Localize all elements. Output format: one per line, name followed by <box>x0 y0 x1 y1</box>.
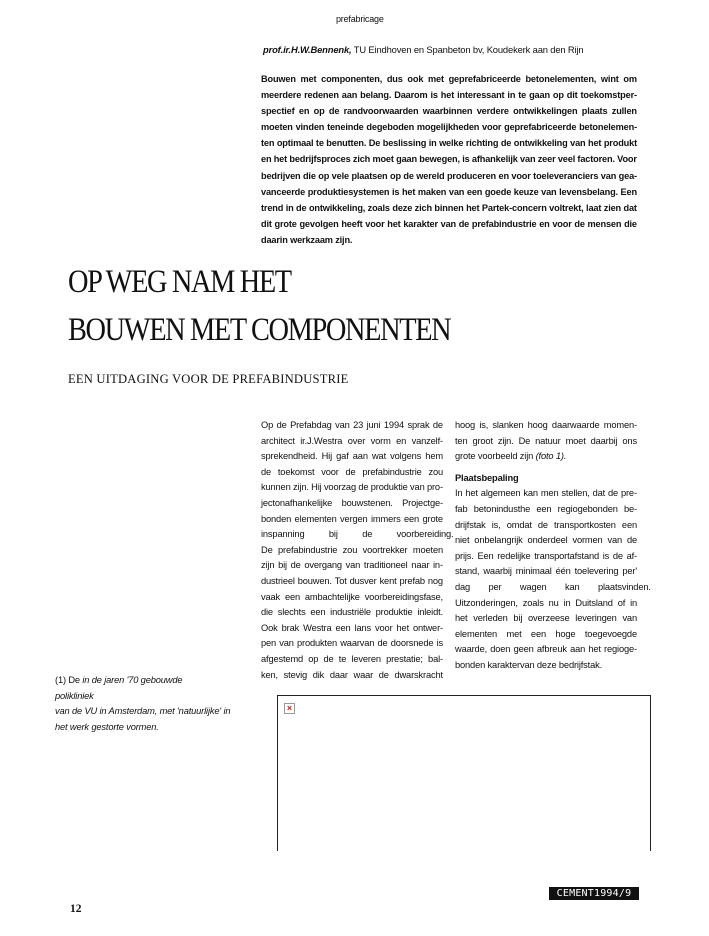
body-line: Op de Prefabdag van 23 juni 1994 sprak de <box>261 420 443 430</box>
byline <box>263 44 583 55</box>
body-text: grote voorbeeld zijn <box>455 451 536 462</box>
body-line: die slechts een industriële produktie inleidt. <box>261 607 443 618</box>
article-title <box>68 258 584 354</box>
photo-reference: (foto 1). <box>535 451 567 462</box>
body-line: fab betonindusthe een regiogebonden be- <box>455 503 637 514</box>
intro-line: trend in de ontwikkeling, zoals deze zich binnen het Partek-concern voltrekt, laat zien dat <box>261 202 637 213</box>
body-line: elementen met een hoge toegevoegde <box>455 628 637 639</box>
body-line: Uitzonderingen, zoals nu in Duitsland of in <box>455 597 637 608</box>
body-line: ten groot zijn. De natuur moet daarbij ons <box>455 435 637 446</box>
page-number: 12 <box>70 903 82 915</box>
body-line: kunnen zijn. Hij voorzag de produktie van pro- <box>261 482 443 493</box>
body-line-photo-ref <box>455 449 637 465</box>
intro-line: spectief en op de randvoorwaarden waarbinnen verdere ontwikkelingen plaats zullen <box>261 106 637 117</box>
intro-paragraph <box>261 71 637 248</box>
caption-line <box>55 673 260 689</box>
body-line: ken, stevig dik daar waar de dwarskracht <box>261 669 443 680</box>
body-line: bonden elementen vergen immers een grote <box>261 513 443 524</box>
intro-line: en het bedrijfsproces zich moet gaan bewegen, is afhankelijk van zeer veel factoren. Voor <box>261 154 637 165</box>
body-line: de toekomst voor de prefabindustrie zou <box>261 466 443 477</box>
body-line: niet onbelangrijk onderdeel vormen van de <box>455 535 637 546</box>
body-line: afgestemd op de te leveren prestatie; bal- <box>261 653 443 664</box>
caption-text: in de jaren '70 gebouwde <box>82 675 183 685</box>
body-line: jectonafhankelijke bouwstenen. Projectge- <box>261 497 443 508</box>
body-line: waarde, doen geen afbreuk aan het regioge- <box>455 644 637 655</box>
intro-line: moeten vinden teneinde degeboden mogelijkheden voor geprefabriceerde betonelemen- <box>261 122 637 133</box>
body-line: inspanning bij de voorbereiding. <box>261 529 454 540</box>
intro-line: dit grote gevolgen heeft voor het karakter van de prefabindustrie en voor de mensen die <box>261 218 637 229</box>
intro-line: vanceerde produktiesystemen is het maken van een goede keuze van levensbelang. Een <box>261 186 637 197</box>
intro-line: Bouwen met componenten, dus ook met geprefabriceerde betonelementen, wint om <box>261 74 637 84</box>
body-line: dustrieel bouwen. Tot dusver kent prefab nog <box>261 575 443 586</box>
intro-line: daarin werkzaam zijn. <box>261 234 353 245</box>
photo-caption <box>55 673 260 735</box>
body-line: De prefabindustrie zou voortrekker moeten <box>261 544 443 555</box>
running-head: prefabricage <box>336 14 384 24</box>
section-heading: Plaatsbepaling <box>455 472 519 483</box>
intro-line: bedrijven die op vele plaatsen op de wereld produceren en voor toeleveranciers van gea- <box>261 170 637 181</box>
author-affiliation: TU Eindhoven en Spanbeton bv, Koudekerk aan den Rijn <box>351 44 584 55</box>
body-line: prijs. Een redelijke transportafstand is de af- <box>455 550 637 561</box>
body-line: bonden karaktervan deze bedrijfstak. <box>455 659 603 670</box>
intro-line: meerdere redenen aan belang. Daarom is het interessant in te gaan op dit toekomstper- <box>261 90 637 101</box>
caption-line: polikliniek <box>55 690 94 701</box>
caption-line: het werk gestorte vormen. <box>55 721 159 732</box>
body-line: sprekendheid. Hij gaf aan wat volgens hem <box>261 451 443 462</box>
title-line: OP WEG NAM HET <box>68 264 291 300</box>
body-line: drijfstak is, omdat de transportkosten een <box>455 519 637 530</box>
body-line: dag per wagen kan plaatsvinden. <box>455 581 651 592</box>
caption-line: van de VU in Amsterdam, met 'natuurlijke' in <box>55 706 231 716</box>
intro-line: ten optimaal te benutten. De beslissing in welke richting de ontwikkeling van het produkt <box>261 138 637 149</box>
photo-placeholder <box>277 695 651 851</box>
title-line: BOUWEN MET COMPONENTEN <box>68 312 451 348</box>
body-line: Ook brak Westra een lans voor het ontwer- <box>261 622 443 633</box>
body-line: vaak een ambachtelijke voorbereidingsfase, <box>261 591 443 602</box>
body-column-2 <box>455 418 651 674</box>
footer-badge: CEMENT1994/9 <box>549 887 639 900</box>
body-line: stand, waarbij minimaal één toelevering per' <box>455 566 637 577</box>
body-line: zijn bij de overgang van traditioneel naar in- <box>261 560 443 571</box>
caption-number: (1) De <box>55 675 83 685</box>
body-line: het verleden bij overzeese leveringen van <box>455 613 637 624</box>
body-line: In het algemeen kan men stellen, dat de pre- <box>455 488 637 499</box>
article-subtitle: EEN UITDAGING VOOR DE PREFABINDUSTRIE <box>68 372 349 386</box>
body-line: hoog is, slanken hoog daarwaarde momen- <box>455 420 637 430</box>
broken-image-icon: × <box>284 703 295 714</box>
author-name: prof.ir.H.W.Bennenk, <box>263 44 352 55</box>
body-line: pen van produkten waarvan de doorsnede is <box>261 638 443 649</box>
body-column-1 <box>261 418 454 683</box>
body-line: architect ir.J.Westra over vorm en vanzelf- <box>261 435 443 446</box>
